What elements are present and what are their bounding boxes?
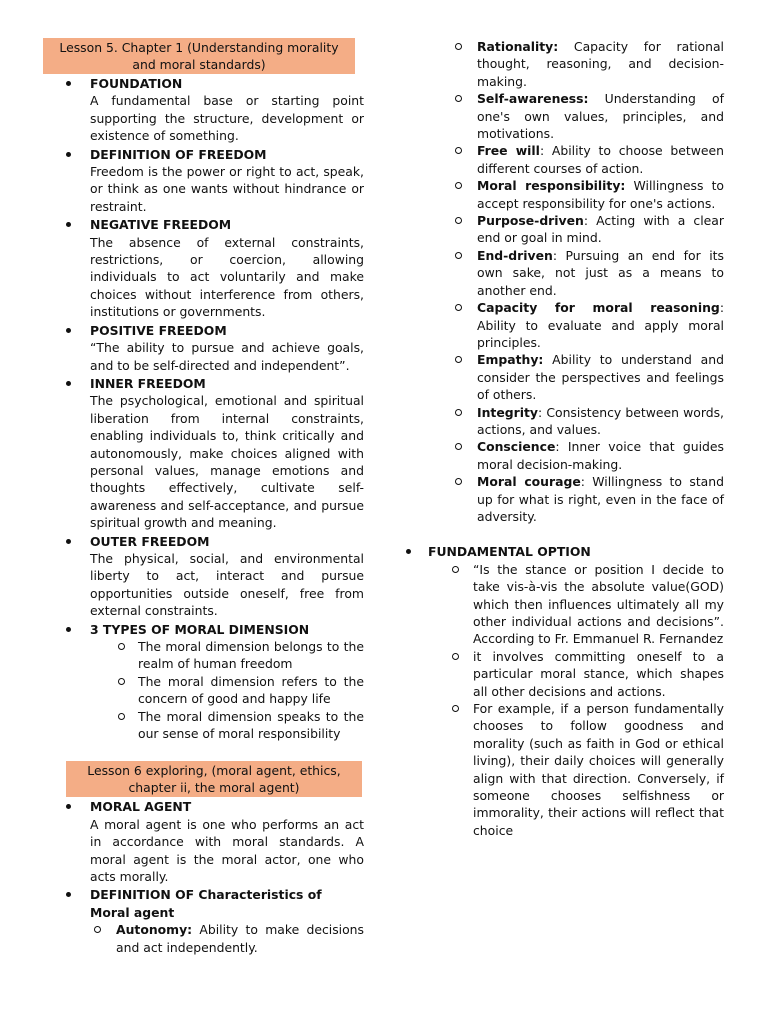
circle-bullet-icon <box>94 926 101 933</box>
bullet-icon <box>66 222 71 227</box>
circle-bullet-icon <box>455 478 462 485</box>
term-text: : Consistency between words, actions, and values. <box>477 404 724 437</box>
section-body: A moral agent is one who performs an act in accordance with moral standards. A moral agent is the moral actor, one who acts morally. <box>90 816 364 885</box>
circle-bullet-icon <box>455 147 462 154</box>
list-item <box>424 473 724 525</box>
list-item <box>45 673 364 708</box>
term: Rationality: <box>477 39 559 54</box>
section-title: POSITIVE FREEDOM <box>90 322 227 338</box>
term-text: : Ability to evaluate and apply moral principles. <box>477 300 724 350</box>
term: Empathy: <box>477 352 544 368</box>
list-item <box>45 708 364 743</box>
circle-bullet-icon <box>455 43 462 50</box>
term: Self-awareness: <box>477 91 589 107</box>
circle-bullet-icon <box>118 713 125 720</box>
term: Integrity <box>477 404 538 420</box>
bullet-icon <box>66 152 71 157</box>
section-negative-freedom <box>42 216 364 320</box>
term-text: : Ability to choose between different courses of action. <box>477 143 725 176</box>
term: End-driven <box>477 247 553 263</box>
section-body: “The ability to pursue and achieve goals, and to be self-directed and independent”. <box>90 340 364 373</box>
section-definition-of-freedom <box>42 146 364 216</box>
section-fundamental-option <box>400 543 724 839</box>
section-positive-freedom <box>42 322 364 374</box>
section-body: The absence of external constraints, restrictions, or coercion, allowing individuals to act voluntarily and make choices without interference from others, institutions or governments. <box>90 234 364 320</box>
term: Autonomy: <box>116 922 193 938</box>
section-title: OUTER FREEDOM <box>90 533 210 549</box>
list-item-text: The moral dimension belongs to the realm of human freedom <box>138 639 364 672</box>
section-characteristics <box>42 886 364 956</box>
section-title: FOUNDATION <box>90 76 183 91</box>
bullet-icon <box>66 804 71 809</box>
list-item <box>400 561 724 648</box>
section-inner-freedom <box>42 375 364 532</box>
section-title: DEFINITION OF FREEDOM <box>90 146 267 162</box>
lesson5-header: Lesson 5. Chapter 1 (Understanding morality and moral standards) <box>43 38 355 74</box>
circle-bullet-icon <box>455 304 462 311</box>
term-text: Capacity for rational thought, reasoning, and decision-making. <box>477 39 724 89</box>
section-title: 3 TYPES OF MORAL DIMENSION <box>90 621 310 637</box>
circle-bullet-icon <box>455 217 462 224</box>
term-text: Ability to make decisions and act independently. <box>116 922 364 955</box>
circle-bullet-icon <box>452 566 459 573</box>
term-text: Ability to understand and consider the perspectives and feelings of others. <box>477 352 724 403</box>
term: Capacity for moral reasoning <box>477 300 720 316</box>
term-text: Understanding of one's own values, principles, and motivations. <box>477 91 724 142</box>
list-item <box>424 247 724 299</box>
circle-bullet-icon <box>452 653 459 660</box>
list-item <box>400 700 724 839</box>
list-item <box>424 351 724 403</box>
section-body: The psychological, emotional and spiritual liberation from internal constraints, enabling individuals to, think critically and autonomously, make choices aligned with personal values, manage emotions and thoughts effectively, cultivate self-awareness and self-acceptance, and pursue spiritual growth and meaning. <box>90 393 364 531</box>
term: Moral courage <box>477 474 581 490</box>
term-text: : Acting with a clear end or goal in mind. <box>477 213 724 246</box>
bullet-icon <box>406 549 411 554</box>
list-item <box>424 299 724 351</box>
list-item <box>424 38 724 90</box>
right-column <box>424 38 724 839</box>
circle-bullet-icon <box>455 252 462 259</box>
section-foundation <box>42 75 364 145</box>
list-item <box>424 438 724 473</box>
bullet-icon <box>66 381 71 386</box>
bullet-icon <box>66 328 71 333</box>
section-outer-freedom <box>42 533 364 620</box>
list-item-text: it involves committing oneself to a particular moral stance, which shapes all other decisions and actions. <box>473 648 724 699</box>
bullet-icon <box>66 627 71 632</box>
circle-bullet-icon <box>455 356 462 363</box>
list-item <box>424 90 724 142</box>
list-item-text: For example, if a person fundamentally chooses to follow goodness and morality (such as faith in God or ethical living), their daily choices will generally align with that direction. Conversely, if someone chooses selfishness or immorality, their actions will reflect that choice <box>473 701 724 838</box>
circle-bullet-icon <box>455 443 462 450</box>
list-item <box>424 212 724 247</box>
section-title: NEGATIVE FREEDOM <box>90 217 232 233</box>
list-item <box>45 638 364 673</box>
left-column <box>42 38 364 956</box>
circle-bullet-icon <box>455 409 462 416</box>
section-body: A fundamental base or starting point supporting the structure, development or existence of something. <box>90 93 364 144</box>
moral-dimension-list <box>90 638 364 742</box>
section-title: FUNDAMENTAL OPTION <box>428 544 591 560</box>
bullet-icon <box>66 539 71 544</box>
term: Purpose-driven <box>477 213 584 229</box>
bullet-icon <box>66 892 71 897</box>
list-item-text: The moral dimension speaks to the our sense of moral responsibility <box>138 708 364 742</box>
list-item <box>424 177 724 212</box>
section-body: The physical, social, and environmental liberty to act, interact and pursue opportunities outside oneself, free from external constraints. <box>90 550 364 619</box>
section-title: INNER FREEDOM <box>90 375 206 391</box>
circle-bullet-icon <box>455 95 462 102</box>
circle-bullet-icon <box>452 705 459 712</box>
section-title: DEFINITION OF Characteristics of Moral agent <box>90 887 322 920</box>
list-item <box>400 648 724 700</box>
term: Conscience <box>477 439 556 455</box>
list-item <box>424 404 724 439</box>
section-moral-dimension <box>42 621 364 743</box>
term: Moral responsibility: <box>477 178 626 194</box>
term-text: : Willingness to stand up for what is right, even in the face of adversity. <box>477 474 724 524</box>
list-item <box>42 921 364 956</box>
circle-bullet-icon <box>118 678 125 685</box>
lesson6-header: Lesson 6 exploring, (moral agent, ethics, chapter ii, the moral agent) <box>66 761 362 797</box>
list-item-text: The moral dimension refers to the concern of good and happy life <box>138 673 364 707</box>
section-title: MORAL AGENT <box>90 799 192 815</box>
term-text: : Inner voice that guides moral decision-making. <box>477 439 724 472</box>
section-moral-agent <box>42 798 364 885</box>
term-text: : Pursuing an end for its own sake, not just as a means to another end. <box>477 247 724 298</box>
bullet-icon <box>66 81 71 86</box>
term-text: Willingness to accept responsibility for one's actions. <box>477 178 725 211</box>
list-item-text: “Is the stance or position I decide to take vis-à-vis the absolute value(GOD) which then influences ultimately all my other individual actions and decisions”. According to Fr. Emmanuel R. Fernandez <box>473 561 724 647</box>
list-item <box>424 142 724 177</box>
circle-bullet-icon <box>455 182 462 189</box>
section-body: Freedom is the power or right to act, speak, or think as one wants without hindrance or restraint. <box>90 164 364 214</box>
circle-bullet-icon <box>118 643 125 650</box>
term: Free will <box>477 143 540 159</box>
